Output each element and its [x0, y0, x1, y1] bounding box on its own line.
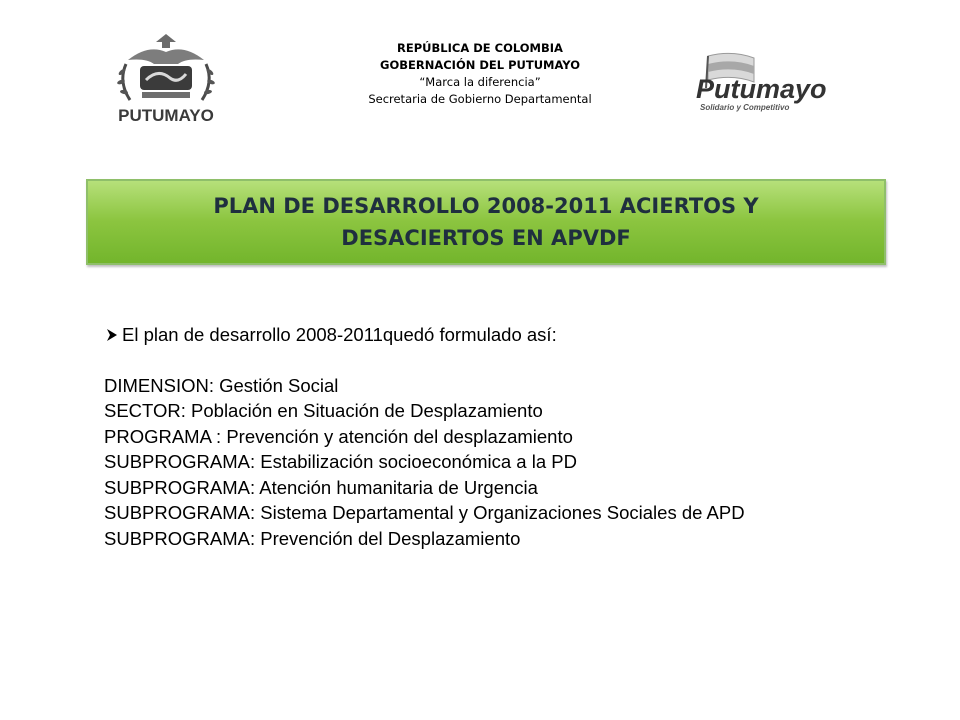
header-government: GOBERNACIÓN DEL PUTUMAYO: [380, 58, 580, 72]
header-country: REPÚBLICA DE COLOMBIA: [397, 41, 563, 55]
header-secretariat: Secretaria de Gobierno Departamental: [368, 92, 592, 106]
svg-text:PUTUMAYO: PUTUMAYO: [118, 106, 214, 125]
crest-icon: [108, 30, 224, 126]
title-banner: [86, 179, 886, 265]
flag-icon: [692, 52, 858, 116]
arrow-bullet-icon: [104, 327, 120, 343]
putumayo-brand-logo: [692, 52, 858, 116]
intro-bullet: [104, 322, 860, 348]
header-block: [300, 40, 660, 108]
svg-text:Solidario y Competitivo: Solidario y Competitivo: [700, 103, 790, 112]
line-subprogram-1: SUBPROGRAMA: Estabilización socioeconómica a la PD: [104, 451, 577, 472]
putumayo-crest-logo: [108, 30, 224, 126]
header-motto: “Marca la diferencia”: [419, 75, 541, 89]
slide-title: PLAN DE DESARROLLO 2008-2011 ACIERTOS Y DESACIERTOS EN APVDF: [213, 194, 759, 250]
line-dimension: DIMENSION: Gestión Social: [104, 374, 339, 396]
intro-text: El plan de desarrollo 2008-2011quedó formulado así:: [122, 324, 557, 345]
line-subprogram-3: SUBPROGRAMA: Sistema Departamental y Organizaciones Sociales de APD: [104, 502, 745, 523]
content-block: [104, 322, 860, 551]
line-subprogram-2: SUBPROGRAMA: Atención humanitaria de Urgencia: [104, 476, 538, 498]
line-program: PROGRAMA : Prevención y atención del desplazamiento: [104, 425, 573, 447]
line-sector: SECTOR: Población en Situación de Desplazamiento: [104, 400, 543, 421]
line-subprogram-4: SUBPROGRAMA: Prevención del Desplazamiento: [104, 527, 521, 549]
svg-text:Putumayo: Putumayo: [696, 74, 827, 104]
